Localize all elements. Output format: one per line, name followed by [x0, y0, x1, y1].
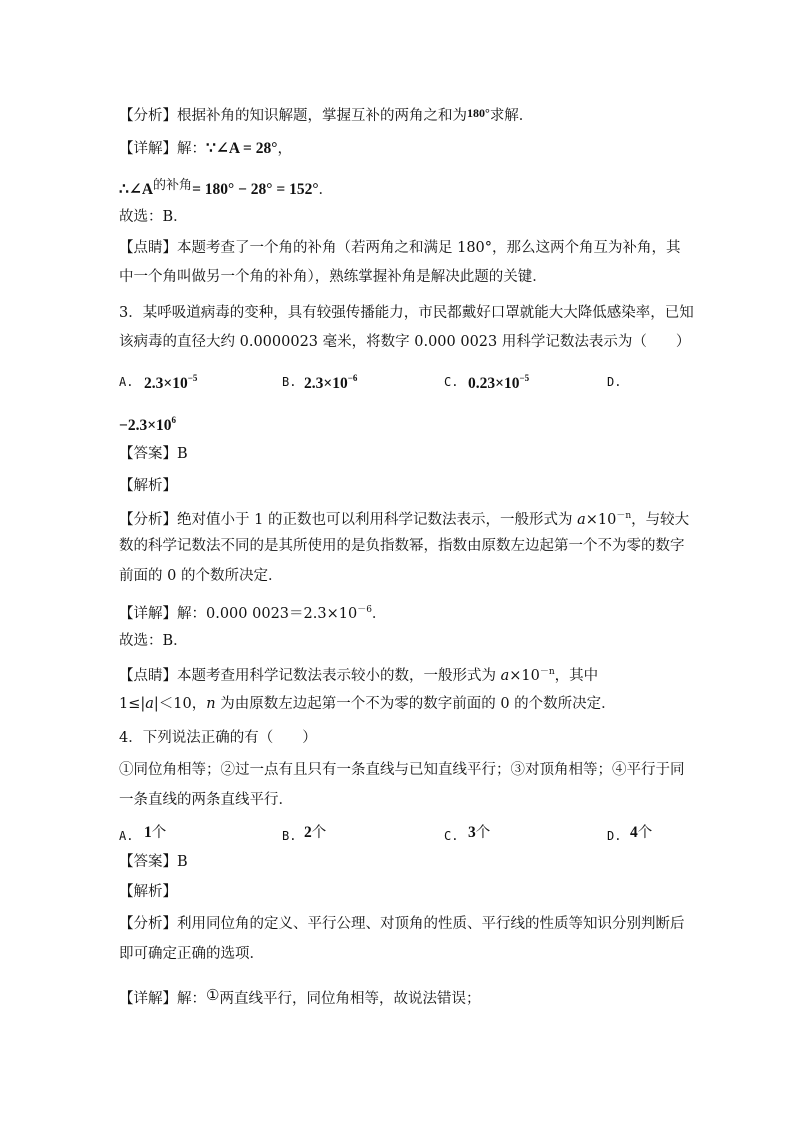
option-b-value: $2.3\times 10^{-6}$ [304, 373, 358, 392]
math-angle-a: ∵∠A = 28° [206, 140, 278, 157]
math-supplement-calc: = 180° − 28° = 152° [192, 181, 319, 198]
supplement-tail: ． [318, 182, 334, 198]
option-a-value: $2.3\times 10^{-5}$ [144, 373, 198, 392]
option-a-label: A. [119, 829, 134, 843]
solution-line [119, 139, 292, 159]
question-4-statements-1: ①同位角相等；②过一点有且只有一条直线与已知直线平行；③对顶角相等；④平行于同 [119, 762, 685, 778]
answer-choice-3: 故选：B． [119, 633, 188, 649]
answer-line-4: 【答案】B [119, 854, 188, 870]
remark-3-line-1: 【点睛】本题考查用科学记数法表示较小的数，一般形式为 $a\times 10^{-n}$，其中 [119, 667, 599, 684]
analysis-4-line-1: 【分析】利用同位角的定义、平行公理、对顶角的性质、平行线的性质等知识分别判断后 [119, 916, 685, 932]
supplement-line [119, 176, 333, 200]
option-a-label: A. [119, 375, 134, 389]
option-b-value: 2个 [304, 824, 327, 841]
question-3-line-2: 该病毒的直径大约 0.0000023 毫米，将数字 0.000 0023 用科学记数法表示为（ ） [119, 334, 691, 350]
remark-line-1: 【点睛】本题考查了一个角的补角（若两角之和满足 180°，那么这两个角互为补角，其 [119, 240, 681, 256]
option-b-label: B. [282, 375, 297, 389]
solution-label: 【详解】解： [119, 141, 206, 157]
option-c-label: C. [444, 375, 459, 389]
solution-3-line: 【详解】解：0.000 $0023=2.3\times 10^{-6}$． [119, 605, 387, 622]
option-d-value: 4个 [630, 824, 653, 841]
solution-tail: ， [277, 141, 292, 157]
solution-4-line: 【详解】解：①两直线平行，同位角相等，故说法错误； [119, 986, 481, 1007]
question-3-line-1: 3．某呼吸道病毒的变种，具有较强传播能力，市民都戴好口罩就能大大降低感染率，已知 [119, 305, 694, 321]
analysis-line [119, 103, 533, 126]
math-therefore-angle: ∴∠A [119, 181, 154, 198]
option-c-value: $0.23\times 10^{-5}$ [468, 373, 530, 392]
analysis-tail: 求解． [489, 108, 534, 124]
option-c-value: 3个 [468, 824, 491, 841]
explanation-heading-4: 【解析】 [119, 884, 177, 900]
option-d-label: D. [607, 829, 622, 843]
answer-line: 【答案】B [119, 446, 188, 462]
option-b-label: B. [282, 829, 297, 843]
analysis-3-line-2: 数的科学记数法不同的是其所使用的是负指数幂，指数由原数左边起第一个不为零的数字 [119, 538, 685, 554]
option-a-value: 1个 [144, 824, 167, 841]
analysis-3-line-3: 前面的 0 的个数所决定． [119, 568, 283, 584]
supplement-word: 的补角 [153, 178, 193, 193]
analysis-4-line-2: 即可确定正确的选项． [119, 946, 264, 962]
analysis-text: 【分析】根据补角的知识解题，掌握互补的两角之和为 [119, 108, 467, 124]
option-d-label: D. [607, 375, 622, 389]
option-d-value: $-2.3\times 10^6$ [119, 415, 177, 434]
option-c-label: C. [444, 829, 459, 843]
question-4-line: 4．下列说法正确的有（ ） [119, 730, 317, 746]
question-4-statements-2: 一条直线的两条直线平行． [119, 792, 293, 808]
math-180: 180° [467, 106, 490, 120]
remark-line-2: 中一个角叫做另一个角的补角），熟练掌握补角是解决此题的关键． [119, 269, 547, 285]
remark-3-line-2: 1≤|a|＜10，n 为由原数左边起第一个不为零的数字前面的 0 的个数所决定． [119, 696, 616, 712]
explanation-heading: 【解析】 [119, 478, 177, 494]
answer-choice-line: 故选：B． [119, 209, 188, 225]
analysis-3-line-1: 【分析】绝对值小于 1 的正数也可以利用科学记数法表示，一般形式为 $a\times 10^{-n}$，与较大 [119, 511, 690, 528]
